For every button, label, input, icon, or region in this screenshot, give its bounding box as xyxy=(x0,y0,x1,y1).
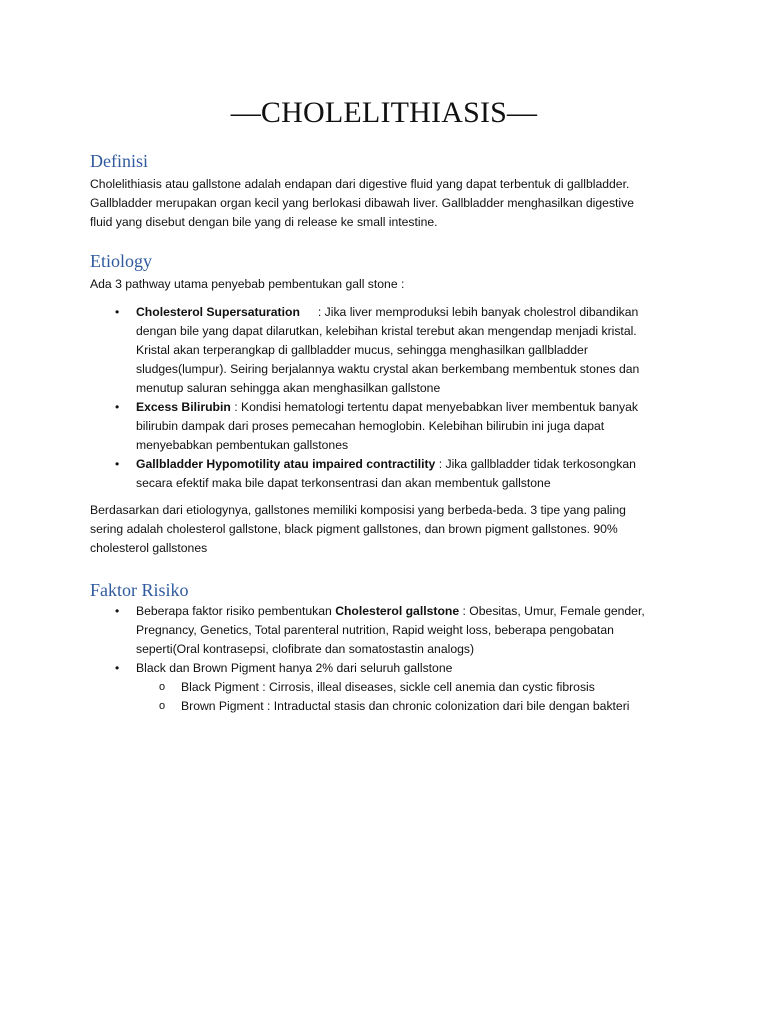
etiology-para-line: cholesterol gallstones xyxy=(90,541,208,555)
etiology-text: menutup saluran sehingga akan menghasilkan gallstone xyxy=(136,381,441,395)
etiology-text: bilirubin dampak dari proses pemecahan hemoglobin. Kelebihan bilirubin ini juga dapat xyxy=(136,419,605,433)
etiology-term: Excess Bilirubin xyxy=(136,400,231,414)
faktor-risiko-list xyxy=(90,602,690,716)
etiology-text: : Kondisi hematologi tertentu dapat menyebabkan liver membentuk banyak xyxy=(234,400,639,414)
etiology-para-line: sering adalah cholesterol gallstone, black pigment gallstones, dan brown pigment gallstones. 90% xyxy=(90,522,618,536)
section-heading-definisi: Definisi xyxy=(90,151,148,171)
etiology-text: : Jika gallbladder tidak terkosongkan xyxy=(438,457,636,471)
sub-list-item xyxy=(90,697,690,716)
etiology-text: : Jika liver memproduksi lebih banyak cholestrol dibandikan xyxy=(317,305,639,319)
risk-bold-term: Cholesterol gallstone xyxy=(335,604,460,618)
risk-text: seperti(Oral kontrasepsi, clofibrate dan somatostastin analogs) xyxy=(136,642,475,656)
etiology-text: Kristal akan terperangkap di gallbladder mucus, sehingga menghasilkan gallbladder xyxy=(136,343,588,357)
bullet-icon: • xyxy=(115,604,120,618)
sub-risk-text: Black Pigment : Cirrosis, illeal diseases, sickle cell anemia dan cystic fibrosis xyxy=(181,680,595,694)
bullet-icon: • xyxy=(115,457,120,471)
sub-risk-text: Brown Pigment : Intraductal stasis dan chronic colonization dari bile dengan bakteri xyxy=(181,699,630,713)
etiology-paragraph xyxy=(90,501,670,558)
etiology-intro: Ada 3 pathway utama penyebab pembentukan gall stone : xyxy=(90,277,405,291)
etiology-para-line: Berdasarkan dari etiologynya, gallstones memiliki komposisi yang berbeda-beda. 3 tipe yang paling xyxy=(90,503,626,517)
risk-text: Beberapa faktor risiko pembentukan xyxy=(136,604,336,618)
etiology-text: sludges(lumpur). Seiring berjalannya waktu crystal akan berkembang membentuk stones dan xyxy=(136,362,640,376)
bullet-icon: • xyxy=(115,305,120,319)
risk-text: Black dan Brown Pigment hanya 2% dari seluruh gallstone xyxy=(136,661,453,675)
etiology-list xyxy=(90,303,690,493)
list-item xyxy=(90,455,690,493)
list-item xyxy=(90,602,690,659)
risk-text: Pregnancy, Genetics, Total parenteral nutrition, Rapid weight loss, beberapa pengobatan xyxy=(136,623,614,637)
bullet-icon: • xyxy=(115,400,120,414)
etiology-term: Cholesterol Supersaturation xyxy=(136,305,300,319)
etiology-text: menyebabkan pembentukan gallstones xyxy=(136,438,349,452)
list-item xyxy=(90,303,690,398)
circle-bullet-icon: o xyxy=(159,700,166,712)
list-item xyxy=(90,659,690,678)
section-heading-faktor-risiko: Faktor Risiko xyxy=(90,580,189,600)
definisi-line: fluid yang disebut dengan bile yang di release ke small intestine. xyxy=(90,215,438,229)
definisi-paragraph xyxy=(90,175,670,232)
risk-text: : Obesitas, Umur, Female gender, xyxy=(459,604,645,618)
bullet-icon: • xyxy=(115,661,120,675)
list-item xyxy=(90,398,690,455)
definisi-line: Gallbladder merupakan organ kecil yang berlokasi dibawah liver. Gallbladder menghasilkan digestive xyxy=(90,196,635,210)
section-heading-etiology: Etiology xyxy=(90,251,152,271)
etiology-text: secara efektif maka bile dapat terkonsentrasi dan akan membentuk gallstone xyxy=(136,476,551,490)
circle-bullet-icon: o xyxy=(159,681,166,693)
etiology-text: dengan bile yang dapat dilarutkan, kelebihan kristal terebut akan mengendap menjadi kristal. xyxy=(136,324,637,338)
document-title: —CHOLELITHIASIS— xyxy=(230,96,538,129)
etiology-term: Gallbladder Hypomotility atau impaired contractility xyxy=(136,457,436,471)
definisi-line: Cholelithiasis atau gallstone adalah endapan dari digestive fluid yang dapat terbentuk di gallbladder. xyxy=(90,177,630,191)
sub-list-item xyxy=(90,678,690,697)
